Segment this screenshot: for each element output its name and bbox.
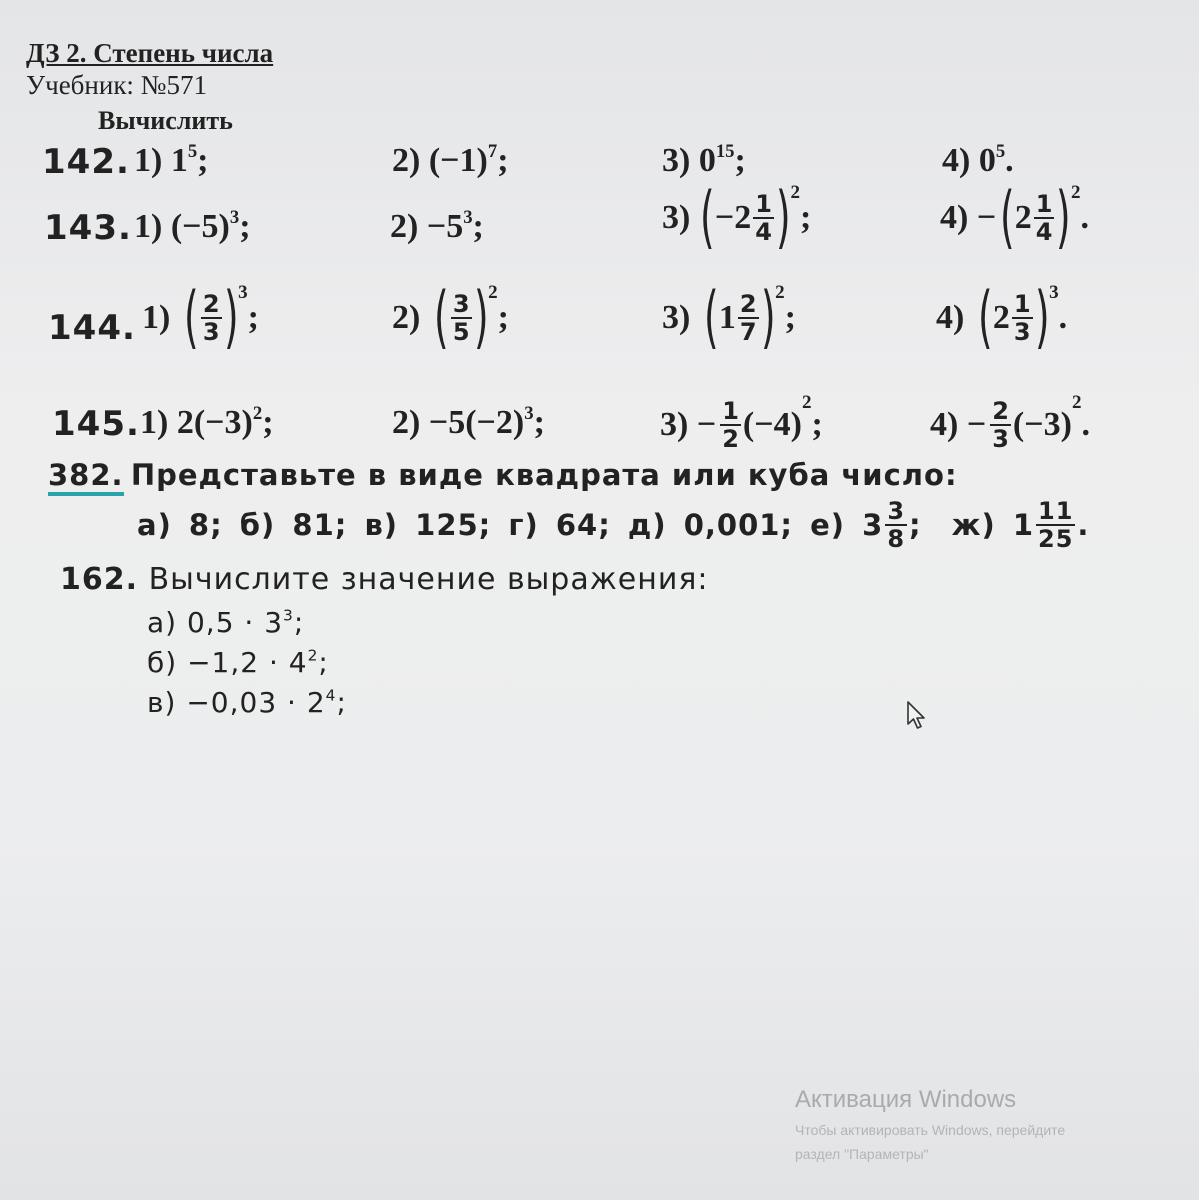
problem-162-text: Вычислите значение выражения:	[148, 562, 709, 597]
problem-144-item-1: 1) ( $\frac{2}{3}$ ) 3 ;	[142, 278, 259, 357]
problem-145-item-3: 3) − $\frac{1}{2}$ (−4) 2 ;	[660, 392, 823, 453]
problem-145-item-1: 1) $2(-3)^2$;	[140, 402, 274, 441]
problem-144-number: 144.	[48, 308, 136, 348]
windows-activation-title: Активация Windows	[795, 1086, 1017, 1113]
problem-382-number: 382.	[48, 458, 124, 496]
problem-382-items: а) 8; б) 81; в) 125; г) 64; д) 0,001; е) 3 $\frac{3}{8}$ ; ж) 1 $\frac{11}{25}$ .	[137, 497, 1090, 553]
problem-382-heading	[48, 458, 958, 493]
problem-142-item-3: 3) $0^{15}$;	[662, 140, 746, 179]
problem-142-item-1: 1) $1^5$;	[134, 140, 209, 179]
problem-145-item-4: 4) − $\frac{2}{3}$ (−3) 2 .	[930, 392, 1090, 453]
problem-142-number: 142.	[42, 142, 130, 182]
problem-144-item-3: 3) ( 1 $\frac{2}{7}$ ) 2 ;	[662, 278, 796, 357]
textbook-reference: Учебник: №571	[26, 70, 207, 100]
problem-145-item-2: $2) -5(-2)^3$;	[392, 402, 545, 441]
problem-143-item-4: 4) − ( 2 $\frac{1}{4}$ ) 2 .	[940, 178, 1089, 257]
problem-162-heading	[60, 562, 708, 597]
problem-145-number: 145.	[52, 404, 140, 444]
problem-143-item-2: $2) -5^3$;	[390, 206, 484, 245]
problem-162-item-v: $в) -0,03 \cdot 2^4$;	[147, 686, 347, 719]
problem-144-item-4: 4) ( 2 $\frac{1}{3}$ ) 3 .	[936, 278, 1068, 357]
instruction-label: Вычислить	[98, 106, 233, 135]
problem-143-item-3: 3) ( −2 $\frac{1}{4}$ ) 2 ;	[662, 178, 812, 257]
problem-162-number: 162.	[60, 562, 139, 597]
mouse-pointer-icon	[905, 700, 929, 737]
windows-activation-settings: раздел "Параметры"	[795, 1146, 929, 1162]
problem-382-text: Представьте в виде квадрата или куба число:	[130, 458, 958, 492]
problem-162-item-a: а) $0,5 \cdot 3^3$;	[147, 606, 305, 639]
problem-162-item-b: $б) -1,2 \cdot 4^2$;	[147, 646, 329, 679]
problem-142-item-2: 2) $(-1)^7$;	[392, 140, 509, 179]
problem-143-number: 143.	[44, 208, 132, 248]
windows-activation-text: Чтобы активировать Windows, перейдите	[795, 1122, 1066, 1138]
problem-144-item-2: 2) ( $\frac{3}{5}$ ) 2 ;	[392, 278, 509, 357]
problem-142-item-4: 4) $0^5$.	[942, 140, 1014, 179]
homework-title: ДЗ 2. Степень числа	[26, 38, 274, 68]
problem-143-item-1: 1) $(-5)^3$;	[134, 206, 251, 245]
